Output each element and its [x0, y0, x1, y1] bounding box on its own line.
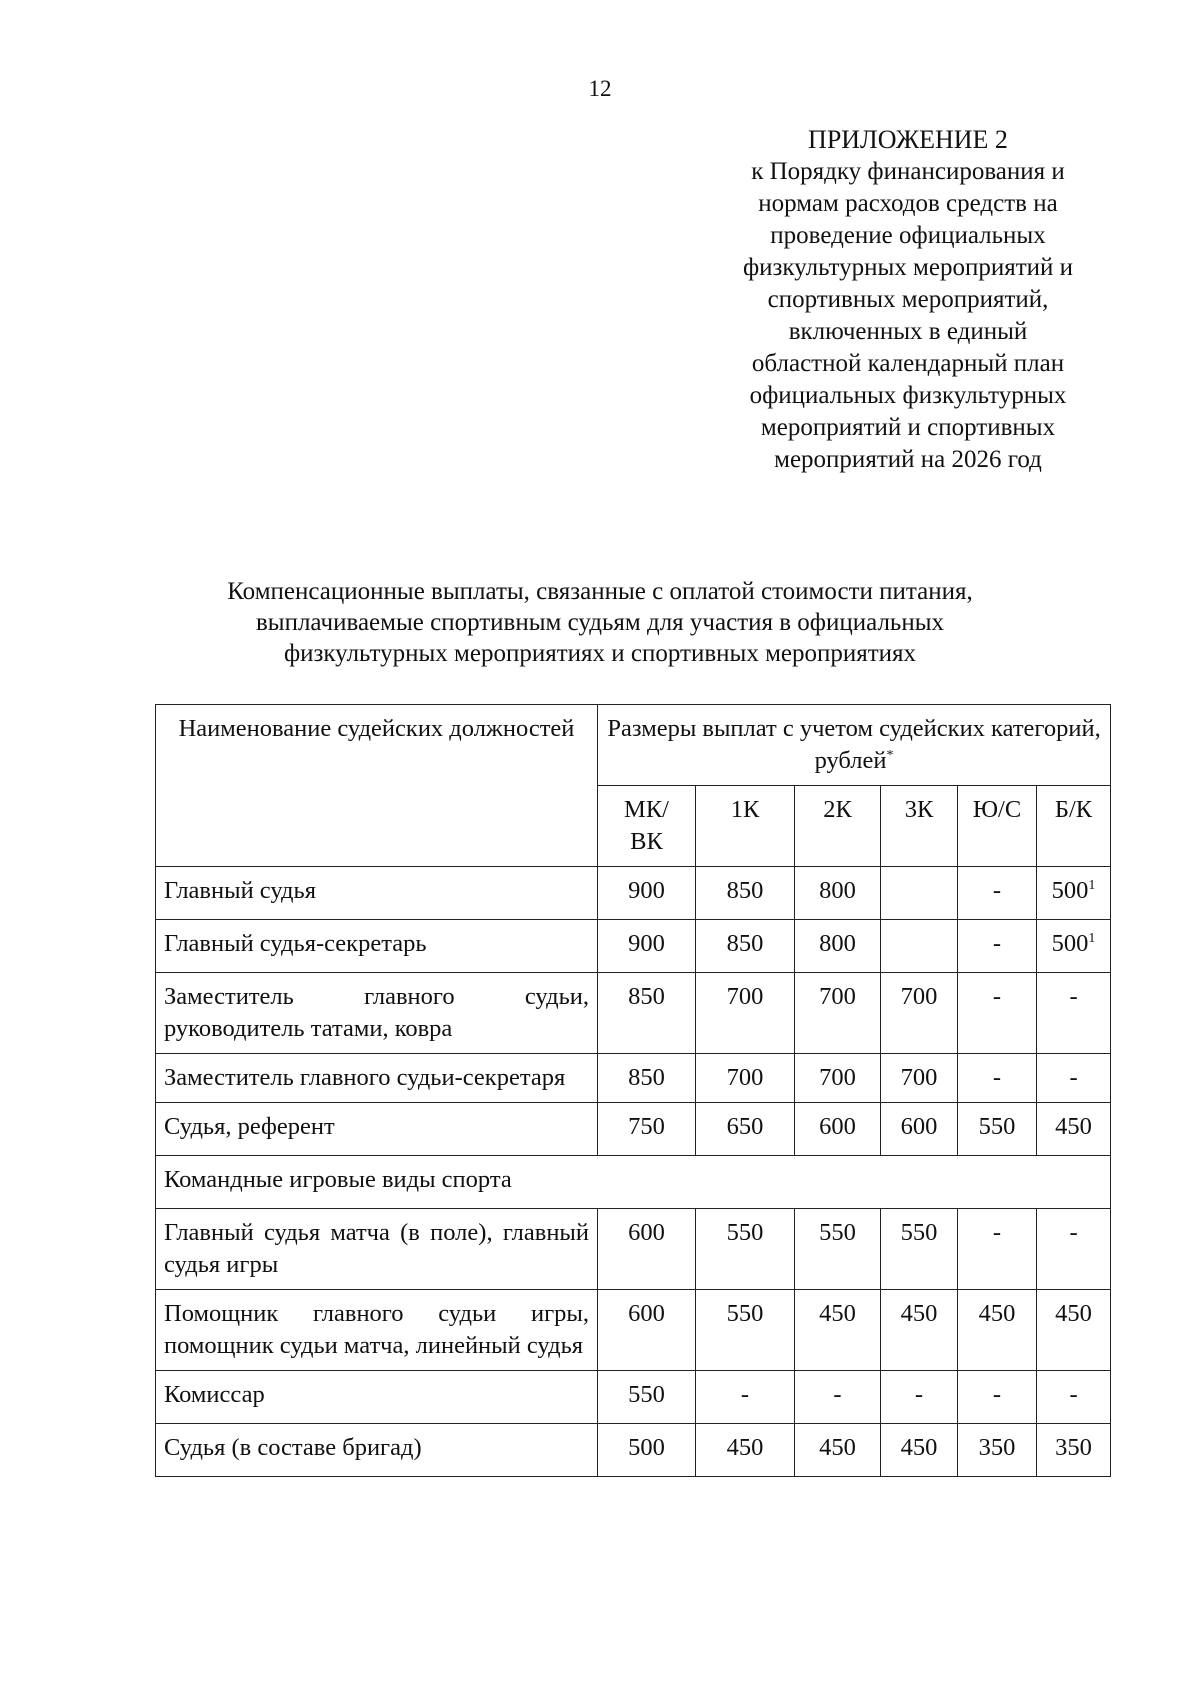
- appendix-line: включенных в единый: [788, 318, 1028, 345]
- rate-cell: -: [958, 973, 1037, 1054]
- rate-cell: 600: [881, 1103, 958, 1156]
- rate-cell: 600: [598, 1290, 696, 1371]
- rate-cell: 700: [881, 973, 958, 1054]
- table-row: [156, 920, 1111, 973]
- rate-cell: 450: [881, 1424, 958, 1477]
- rate-cell: 700: [881, 1054, 958, 1103]
- rate-cell: -: [1037, 973, 1111, 1054]
- payments-table: [155, 704, 1111, 1477]
- position-name: Судья, референт: [156, 1103, 598, 1156]
- rate-cell: 700: [696, 973, 795, 1054]
- position-name: Комиссар: [156, 1371, 598, 1424]
- table-row: [156, 1290, 1111, 1371]
- rate-cell: 700: [795, 973, 881, 1054]
- appendix-line: к Порядку финансирования и: [751, 158, 1065, 185]
- rate-cell: 700: [696, 1054, 795, 1103]
- rate-cell: -: [1037, 1054, 1111, 1103]
- document-title-line: Компенсационные выплаты, связанные с оплатой стоимости питания,: [227, 578, 973, 605]
- rate-cell: -: [881, 1371, 958, 1424]
- position-name: Заместитель главного судьи, руководитель татами, ковра: [156, 973, 598, 1054]
- table-row: [156, 1054, 1111, 1103]
- footnote-mark: 1: [1088, 877, 1096, 893]
- rate-cell: 850: [696, 920, 795, 973]
- rate-cell: 850: [598, 1054, 696, 1103]
- position-name: Главный судья-секретарь: [156, 920, 598, 973]
- section-title: Командные игровые виды спорта: [156, 1156, 1111, 1209]
- table-row: [156, 1209, 1111, 1290]
- table-row: [156, 1103, 1111, 1156]
- table-row: [156, 1371, 1111, 1424]
- position-name: Судья (в составе бригад): [156, 1424, 598, 1477]
- rate-cell: 450: [1037, 1103, 1111, 1156]
- appendix-line: физкультурных мероприятий и: [742, 254, 1074, 281]
- rate-cell: 700: [795, 1054, 881, 1103]
- page-number: 12: [588, 76, 612, 101]
- appendix-title: ПРИЛОЖЕНИЕ 2: [808, 125, 1008, 154]
- group-header-text: Размеры выплат с учетом судейских категорий, рублей: [607, 715, 1101, 774]
- rate-cell: 650: [696, 1103, 795, 1156]
- rate-cell: 350: [958, 1424, 1037, 1477]
- rate-cell: 850: [696, 867, 795, 920]
- rate-cell: -: [1037, 1209, 1111, 1290]
- rate-cell: -: [696, 1371, 795, 1424]
- rate-cell: 550: [598, 1371, 696, 1424]
- document-title-line: физкультурных мероприятиях и спортивных мероприятиях: [283, 640, 917, 667]
- rate-cell: 450: [795, 1290, 881, 1371]
- document-title: [150, 576, 1050, 669]
- rate-cell: [881, 867, 958, 920]
- rate-cell: 750: [598, 1103, 696, 1156]
- rate-cell: [1037, 867, 1111, 920]
- position-name: Заместитель главного судьи-секретаря: [156, 1054, 598, 1103]
- table-section-row: [156, 1156, 1111, 1209]
- position-name: Главный судья матча (в поле), главный судья игры: [156, 1209, 598, 1290]
- appendix-line: нормам расходов средств на: [758, 190, 1058, 217]
- rate-cell: -: [958, 1371, 1037, 1424]
- rate-cell: -: [958, 920, 1037, 973]
- rate-cell: 450: [795, 1424, 881, 1477]
- appendix-line: областной календарный план: [751, 350, 1065, 377]
- rate-cell: 450: [958, 1290, 1037, 1371]
- rate-cell: 850: [598, 973, 696, 1054]
- rate-cell: 500: [598, 1424, 696, 1477]
- document-title-line: выплачиваемые спортивным судьям для участия в официальных: [255, 609, 945, 636]
- rate-cell: 900: [598, 920, 696, 973]
- rate-cell: 550: [696, 1290, 795, 1371]
- rate-cell: 550: [696, 1209, 795, 1290]
- rate-cell: -: [958, 1209, 1037, 1290]
- rate-cell: 900: [598, 867, 696, 920]
- rate-cell: 450: [696, 1424, 795, 1477]
- rate-cell: 600: [795, 1103, 881, 1156]
- column-header-category: МК/ ВК: [598, 786, 696, 867]
- column-header-category: 3К: [881, 786, 958, 867]
- rate-cell: 350: [1037, 1424, 1111, 1477]
- appendix-line: мероприятий и спортивных: [760, 414, 1056, 441]
- rate-cell: [1037, 920, 1111, 973]
- rate-cell: 450: [881, 1290, 958, 1371]
- rate-cell: 800: [795, 920, 881, 973]
- table-row: [156, 1424, 1111, 1477]
- rate-cell: 550: [881, 1209, 958, 1290]
- position-name: Помощник главного судьи игры, помощник судьи матча, линейный судья: [156, 1290, 598, 1371]
- position-name: Главный судья: [156, 867, 598, 920]
- appendix-block: [718, 124, 1098, 476]
- rate-cell: 450: [1037, 1290, 1111, 1371]
- footnote-mark: *: [886, 747, 894, 763]
- column-header-category: 1К: [696, 786, 795, 867]
- column-header-category: 2К: [795, 786, 881, 867]
- appendix-line: мероприятий на 2026 год: [774, 446, 1042, 473]
- rate-cell: -: [1037, 1371, 1111, 1424]
- appendix-line: спортивных мероприятий,: [767, 286, 1049, 313]
- table-row: [156, 867, 1111, 920]
- column-header-group: [598, 705, 1111, 786]
- rate-cell: 800: [795, 867, 881, 920]
- rate-cell: 550: [795, 1209, 881, 1290]
- column-header-category: Ю/С: [958, 786, 1037, 867]
- column-header-category: Б/К: [1037, 786, 1111, 867]
- rate-value: 500: [1051, 877, 1089, 904]
- rate-cell: -: [958, 867, 1037, 920]
- rate-cell: 550: [958, 1103, 1037, 1156]
- table-row: [156, 973, 1111, 1054]
- rate-value: 500: [1051, 930, 1089, 957]
- column-header-position: Наименование судейских должностей: [156, 705, 598, 867]
- rate-cell: 600: [598, 1209, 696, 1290]
- rate-cell: -: [795, 1371, 881, 1424]
- rate-cell: [881, 920, 958, 973]
- rate-cell: -: [958, 1054, 1037, 1103]
- appendix-line: официальных физкультурных: [749, 382, 1067, 409]
- appendix-line: проведение официальных: [770, 222, 1046, 249]
- footnote-mark: 1: [1088, 930, 1096, 946]
